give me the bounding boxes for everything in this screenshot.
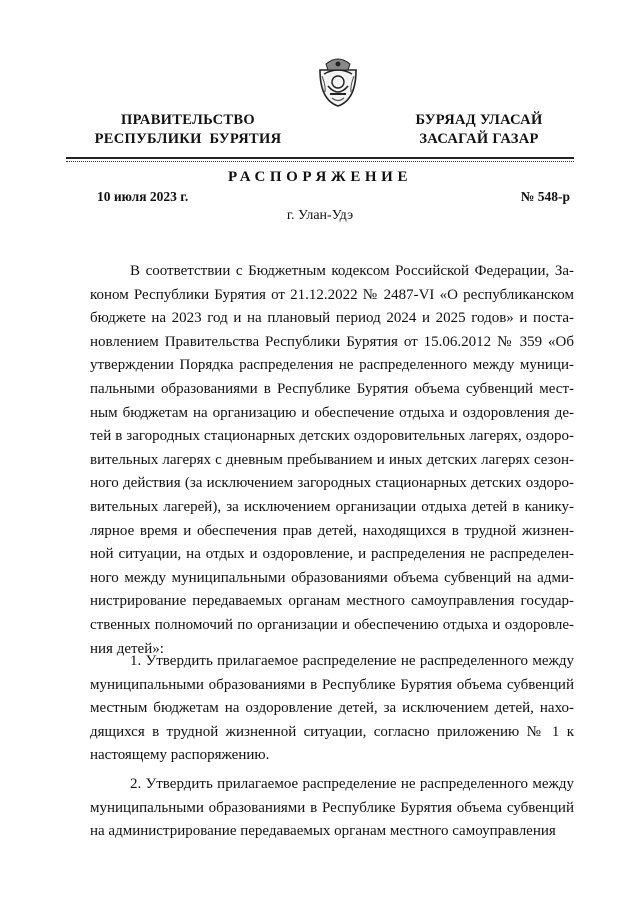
text-line: вительных лагерей), за исключением организации отдыха детей в канику- (90, 498, 574, 515)
text-line: 1. Утвердить прилагаемое распределение не распределенного между (130, 653, 574, 669)
document-title: РАСПОРЯЖЕНИЕ (227, 169, 413, 185)
government-name-ru-line2: РЕСПУБЛИКИ БУРЯТИЯ (94, 131, 282, 147)
text-line: 2. Утвердить прилагаемое распределение не распределенного между (130, 776, 574, 792)
text-line: вительных лагерях с дневным пребыванием и иных детских лагерях сезон- (90, 451, 574, 468)
text-line: В соответствии с Бюджетным кодексом Российской Федерации, За- (130, 263, 574, 279)
text-line: муниципальными образованиями в Республике Бурятия объема субвенций (90, 676, 574, 693)
government-name-buryat (404, 111, 554, 149)
text-line: коном Республики Бурятия от 21.12.2022 № 2487-VI «О республиканском (90, 286, 574, 303)
text-line: ным бюджетам на организацию и обеспечение отдыха и оздоровления де- (90, 404, 574, 421)
government-name-russian (88, 111, 288, 149)
government-name-bur-line2: ЗАСАГАЙ ГАЗАР (419, 131, 539, 147)
text-line: настоящему распоряжению. (90, 747, 270, 764)
header-divider-line (66, 157, 574, 159)
text-line: местным бюджетам на оздоровление детей, за исключением детей, нахо- (90, 700, 574, 717)
text-line: бюджете на 2023 год и на плановый период 2024 и 2025 годов» и поста- (90, 310, 574, 327)
text-line: муниципальными образованиями в Республике Бурятия объема субвенций (90, 799, 574, 816)
document-city: г. Улан-Удэ (286, 208, 354, 223)
document-date: 10 июля 2023 г. (97, 189, 189, 204)
text-line: ного между муниципальными образованиями объема субвенций на адми- (90, 569, 574, 586)
text-line: ной ситуации, на отдых и оздоровление, и распределения не распределен- (90, 546, 574, 563)
text-line: дящихся в трудной жизненной ситуации, согласно приложению № 1 к (90, 723, 574, 740)
text-line: утверждении Порядка распределения не распределенного между муници- (90, 357, 574, 374)
buryatia-coat-of-arms-icon (316, 56, 360, 108)
text-line: нистрирование передаваемых органам местного самоуправления государ- (90, 593, 574, 610)
text-line: лярное время и обеспечения прав детей, находящихся в трудной жизнен- (90, 522, 574, 539)
text-line: на администрирование передаваемых органам местного самоуправления (90, 823, 556, 840)
document-number: № 548-р (520, 189, 570, 204)
government-name-bur-line1: БУРЯАД УЛАСАЙ (415, 112, 543, 128)
paragraph-item-2 (90, 773, 574, 844)
text-line: ного действия (за исключением загородных стационарных детских оздоро- (90, 475, 574, 492)
text-line: ния детей»: (90, 640, 164, 657)
text-line: новлением Правительства Республики Бурятия от 15.06.2012 № 359 «Об (90, 333, 574, 350)
header-divider-dotted (66, 161, 574, 162)
text-line: ственных полномочий по организации и обеспечению отдыха и оздоровле- (90, 616, 574, 633)
government-name-ru-line1: ПРАВИТЕЛЬСТВО (121, 112, 255, 128)
paragraph-item-1 (90, 650, 574, 768)
paragraph-preamble (90, 260, 574, 661)
text-line: пальными образованиями в Республике Бурятия объема субвенций мест- (90, 380, 574, 397)
text-line: тей в загородных стационарных детских оздоровительных лагерях, оздоро- (90, 428, 574, 445)
